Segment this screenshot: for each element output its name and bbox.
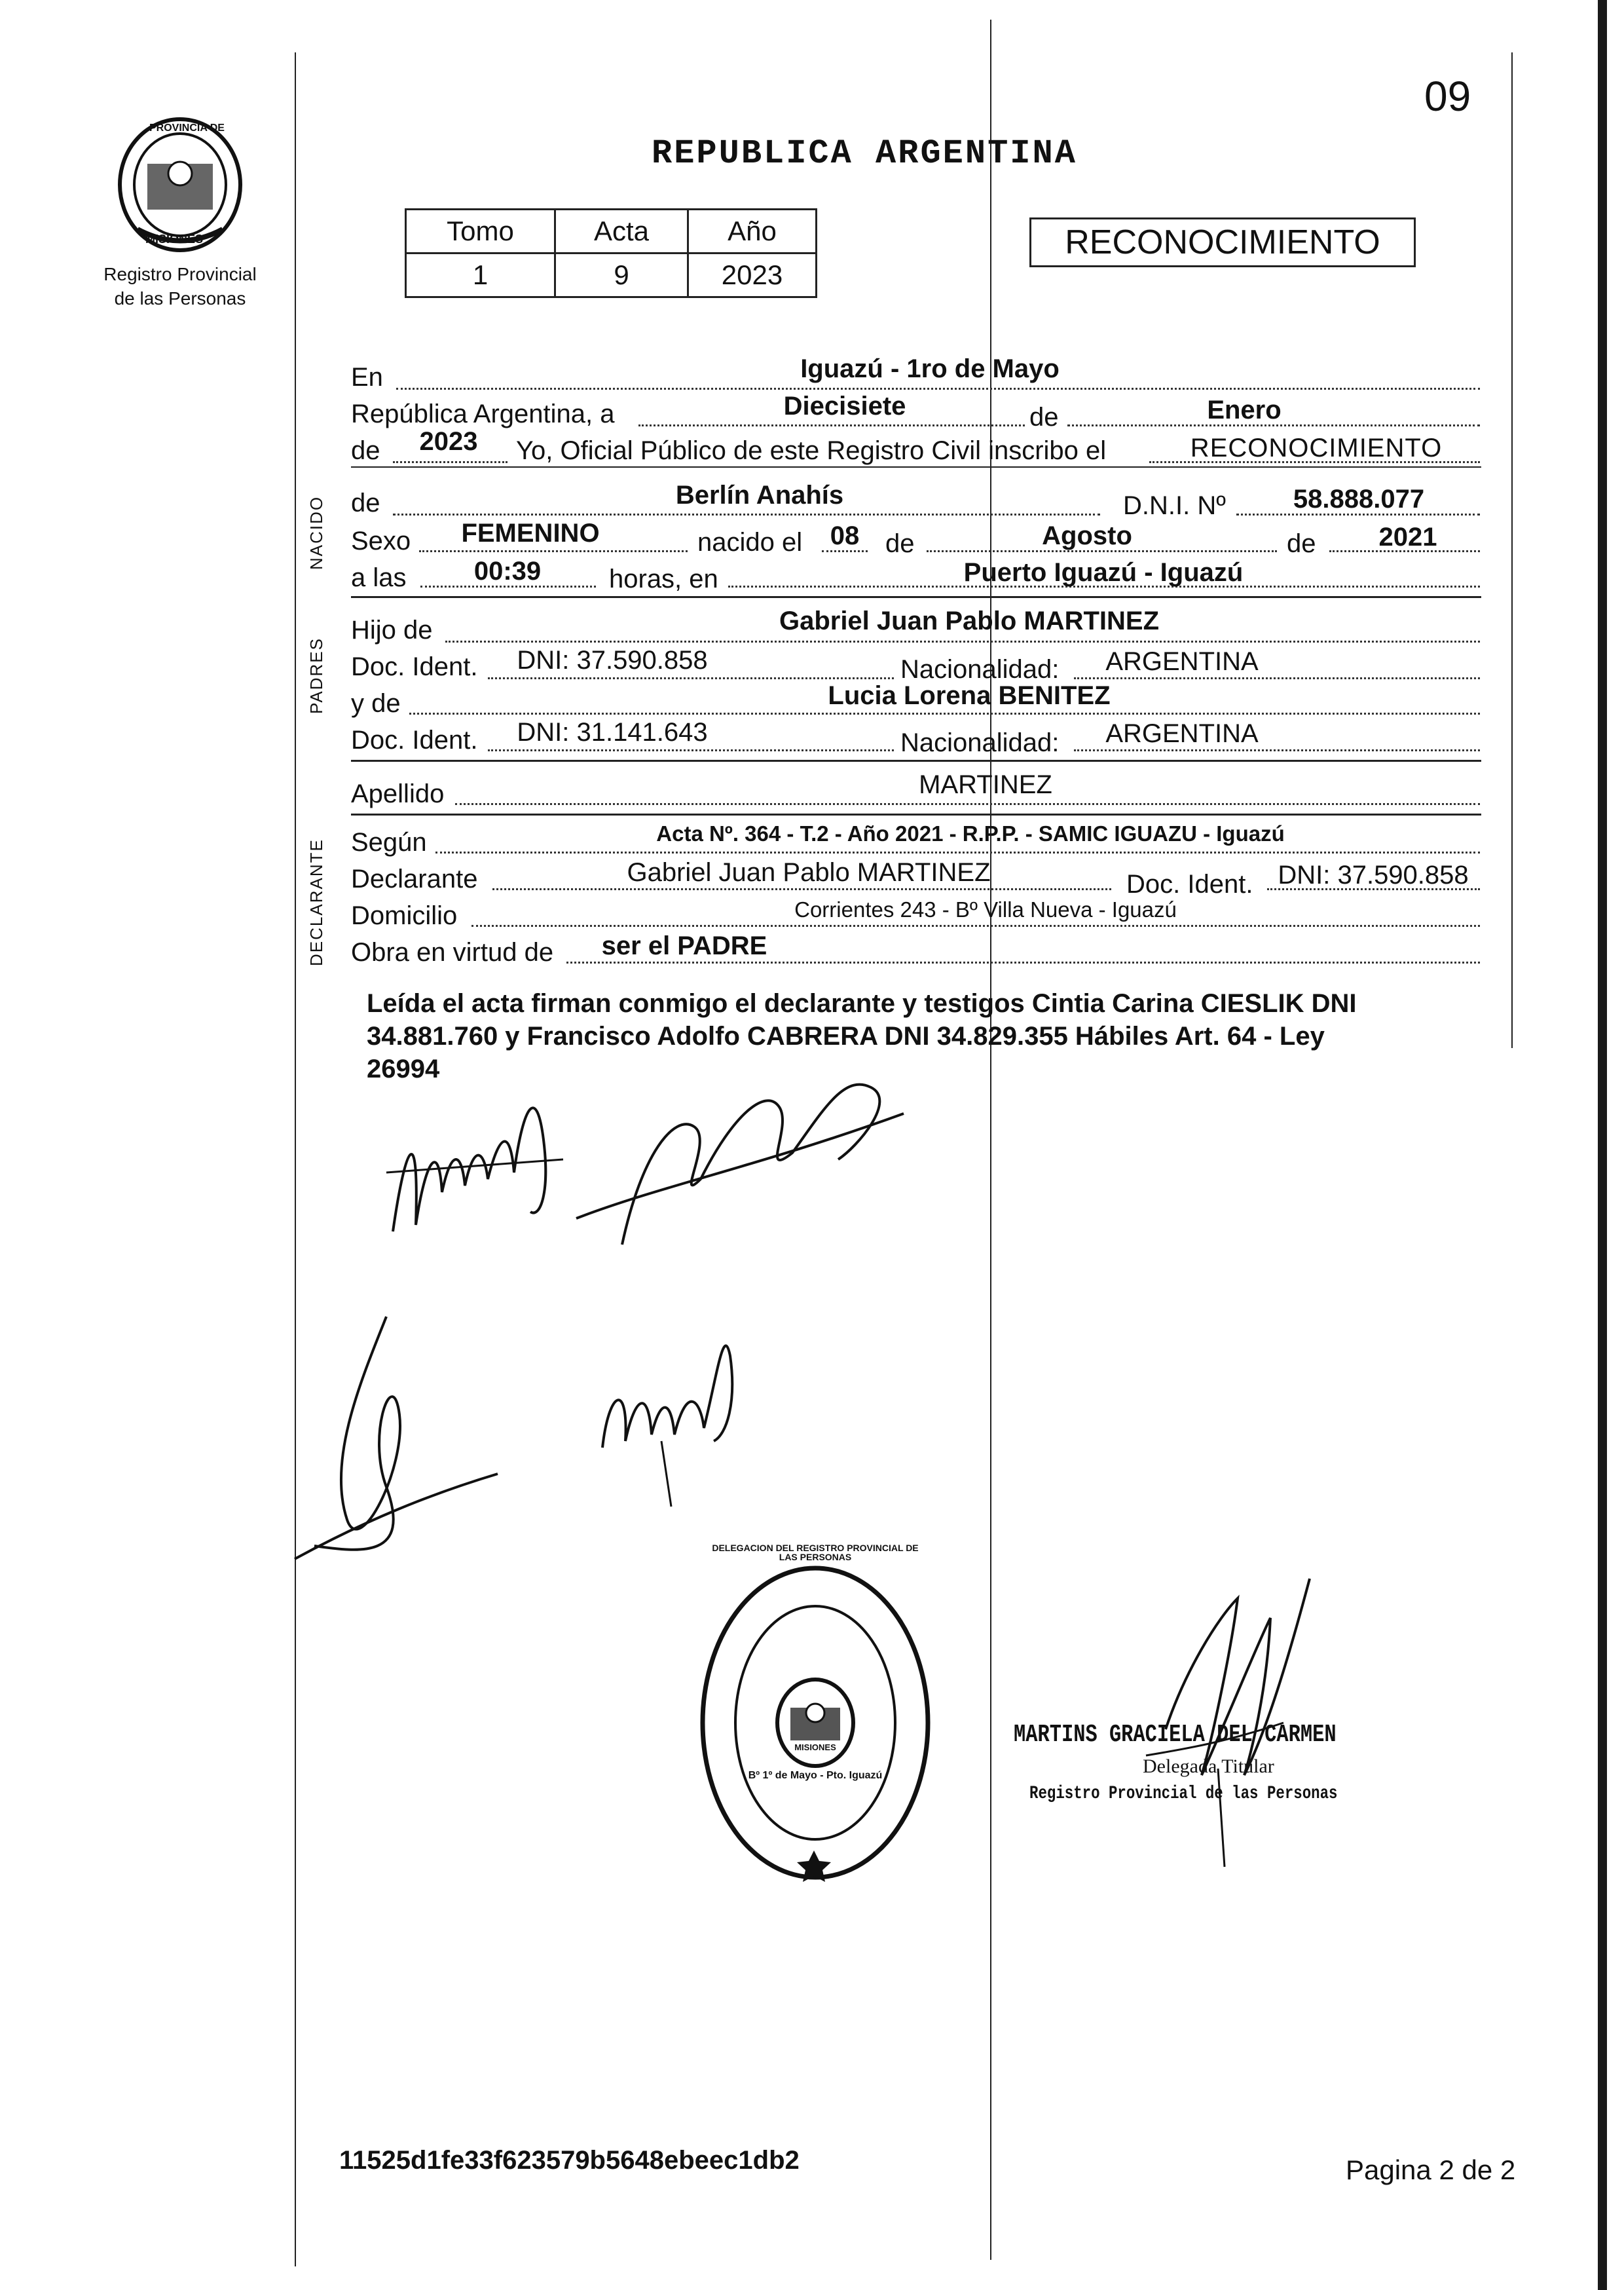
- register-table: [405, 208, 817, 298]
- footer-page-indicator: Pagina 2 de 2: [1346, 2154, 1516, 2185]
- separator-2: [351, 596, 1481, 598]
- stamp-inner-text: Bº 1º de Mayo - Pto. Iguazú: [748, 1770, 883, 1781]
- declarante-dots: [492, 888, 1111, 890]
- domicilio-label: Domicilio: [351, 901, 458, 930]
- signature-testigo-1: [563, 1035, 930, 1251]
- madre-doc-label: Doc. Ident.: [351, 726, 478, 755]
- madre-nac-value: ARGENTINA: [1105, 719, 1259, 748]
- side-label-declarante: DECLARANTE: [306, 838, 326, 966]
- act-type: RECONOCIMIENTO: [1065, 223, 1380, 261]
- closing-line-2: 34.881.760 y Francisco Adolfo CABRERA DNI 34.829.355 Hábiles Art. 64 - Ley: [367, 1022, 1325, 1051]
- apellido-dots: [455, 803, 1480, 805]
- en-value: Iguazú - 1ro de Mayo: [800, 354, 1060, 383]
- mes-dots: [1067, 424, 1480, 426]
- nombre-label: de: [351, 489, 380, 517]
- stamp-ring-text: DELEGACION DEL REGISTRO PROVINCIAL DE LAS PERSONAS: [712, 1543, 919, 1562]
- lugar-value: Puerto Iguazú - Iguazú: [963, 558, 1244, 587]
- anio-value: 2023: [419, 427, 478, 456]
- anio-dots: [393, 461, 507, 463]
- right-margin-line: [1511, 52, 1513, 1048]
- nac-dia-value: 08: [830, 521, 860, 550]
- domicilio-value: Corrientes 243 - Bº Villa Nueva - Iguazú: [794, 897, 1177, 922]
- madre-doc-dots: [488, 749, 894, 751]
- padre-dots: [445, 641, 1480, 643]
- hijo-label: Hijo de: [351, 616, 433, 645]
- logo-seal-bottom: MISIONES: [145, 233, 204, 246]
- decl-doc-label: Doc. Ident.: [1126, 870, 1253, 899]
- acta-value: 9: [555, 253, 688, 297]
- signature-official: [1087, 1559, 1323, 1873]
- signature-testigo-2: [288, 1304, 511, 1572]
- madre-value: Lucia Lorena BENITEZ: [828, 681, 1111, 710]
- padre-nac-dots: [1074, 677, 1480, 679]
- logo-seal-top: PROVINCIA DE: [149, 122, 225, 134]
- dia-value: Diecisiete: [783, 392, 906, 421]
- declarante-value: Gabriel Juan Pablo MARTINEZ: [627, 858, 991, 887]
- madre-doc-value: DNI: 31.141.643: [517, 718, 708, 747]
- apellido-value: MARTINEZ: [919, 770, 1052, 799]
- padre-nac-value: ARGENTINA: [1105, 647, 1259, 676]
- decl-doc-value: DNI: 37.590.858: [1278, 861, 1469, 890]
- signature-testigo-3: [589, 1304, 773, 1513]
- segun-label: Según: [351, 828, 427, 857]
- separator-3: [351, 760, 1481, 762]
- de-label-nac-mes: de: [885, 529, 915, 558]
- separator-1: [351, 466, 1481, 468]
- closing-line-1: Leída el acta firman conmigo el declarante y testigos Cintia Carina CIESLIK DNI: [367, 989, 1357, 1018]
- side-label-padres: PADRES: [306, 637, 326, 714]
- mes-value: Enero: [1207, 396, 1282, 424]
- nac-mes-dots: [927, 550, 1277, 552]
- padre-doc-dots: [488, 677, 894, 679]
- anio-value: 2023: [688, 253, 817, 297]
- en-label: En: [351, 363, 383, 392]
- inscribo-label: Yo, Oficial Público de este Registro Civil inscribo el: [516, 436, 1107, 465]
- hora-dots: [420, 586, 596, 588]
- closing-line-3: 26994: [367, 1055, 440, 1083]
- padre-value: Gabriel Juan Pablo MARTINEZ: [779, 607, 1160, 635]
- en-dots: [396, 388, 1480, 390]
- nac-dia-dots: [822, 550, 868, 552]
- sexo-label: Sexo: [351, 527, 411, 555]
- nac-mes-value: Agosto: [1042, 521, 1132, 550]
- horas-label-a: a las: [351, 563, 407, 592]
- official-office: Registro Provincial de las Personas: [1029, 1784, 1338, 1804]
- obra-value: ser el PADRE: [601, 931, 767, 960]
- anio-header: Año: [688, 210, 817, 253]
- obra-dots: [566, 962, 1480, 964]
- padre-doc-label: Doc. Ident.: [351, 652, 478, 681]
- horas-label-b: horas, en: [609, 565, 718, 593]
- official-name: MARTINS GRACIELA DEL CARMEN: [1014, 1721, 1337, 1749]
- logo-caption-1: Registro Provincial: [103, 264, 257, 284]
- nombre-value: Berlín Anahís: [675, 481, 844, 510]
- page-number: 09: [1424, 73, 1471, 120]
- signature-declarante: [380, 1061, 576, 1258]
- nombre-dots: [393, 514, 1100, 516]
- de-label-anio: de: [351, 436, 380, 465]
- de-label-mes: de: [1029, 403, 1059, 432]
- dni-label: D.N.I. Nº: [1123, 491, 1226, 520]
- dni-value: 58.888.077: [1293, 485, 1425, 514]
- logo-caption-2: de las Personas: [114, 288, 246, 309]
- apellido-label: Apellido: [351, 779, 445, 808]
- madre-dots: [409, 713, 1480, 715]
- dia-dots: [638, 424, 1025, 426]
- sexo-dots: [419, 550, 688, 552]
- official-role: Delegada Titular: [1143, 1755, 1274, 1777]
- hora-value: 00:39: [473, 557, 542, 586]
- acta-header: Acta: [555, 210, 688, 253]
- obra-label: Obra en virtud de: [351, 938, 554, 967]
- inscribo-value: RECONOCIMIENTO: [1190, 434, 1443, 462]
- stamp-center-text: MISIONES: [794, 1742, 836, 1752]
- separator-4: [351, 814, 1481, 816]
- republica-label: República Argentina, a: [351, 400, 615, 428]
- sexo-value: FEMENINO: [461, 519, 600, 548]
- act-type-box: [1029, 217, 1416, 267]
- segun-dots: [435, 852, 1480, 854]
- left-margin-line: [295, 52, 296, 2266]
- nacido-label: nacido el: [697, 528, 803, 557]
- madre-nac-label: Nacionalidad:: [900, 728, 1060, 757]
- de-label-nac-anio: de: [1287, 529, 1316, 558]
- side-label-nacido: NACIDO: [306, 495, 326, 570]
- tomo-value: 1: [406, 253, 555, 297]
- document-hash: 11525d1fe33f623579b5648ebeec1db2: [339, 2146, 800, 2175]
- yde-label: y de: [351, 689, 401, 718]
- dni-dots: [1236, 514, 1480, 516]
- tomo-header: Tomo: [406, 210, 555, 253]
- padre-doc-value: DNI: 37.590.858: [517, 646, 708, 675]
- page-title: REPUBLICA ARGENTINA: [652, 134, 1077, 173]
- segun-value: Acta Nº. 364 - T.2 - Año 2021 - R.P.P. - SAMIC IGUAZU - Iguazú: [656, 821, 1285, 846]
- scan-edge: [1598, 0, 1607, 2290]
- declarante-label: Declarante: [351, 865, 478, 893]
- official-stamp: [697, 1562, 933, 1883]
- padre-nac-label: Nacionalidad:: [900, 655, 1060, 684]
- domicilio-dots: [471, 925, 1480, 927]
- nac-anio-value: 2021: [1378, 523, 1437, 552]
- madre-nac-dots: [1074, 749, 1480, 751]
